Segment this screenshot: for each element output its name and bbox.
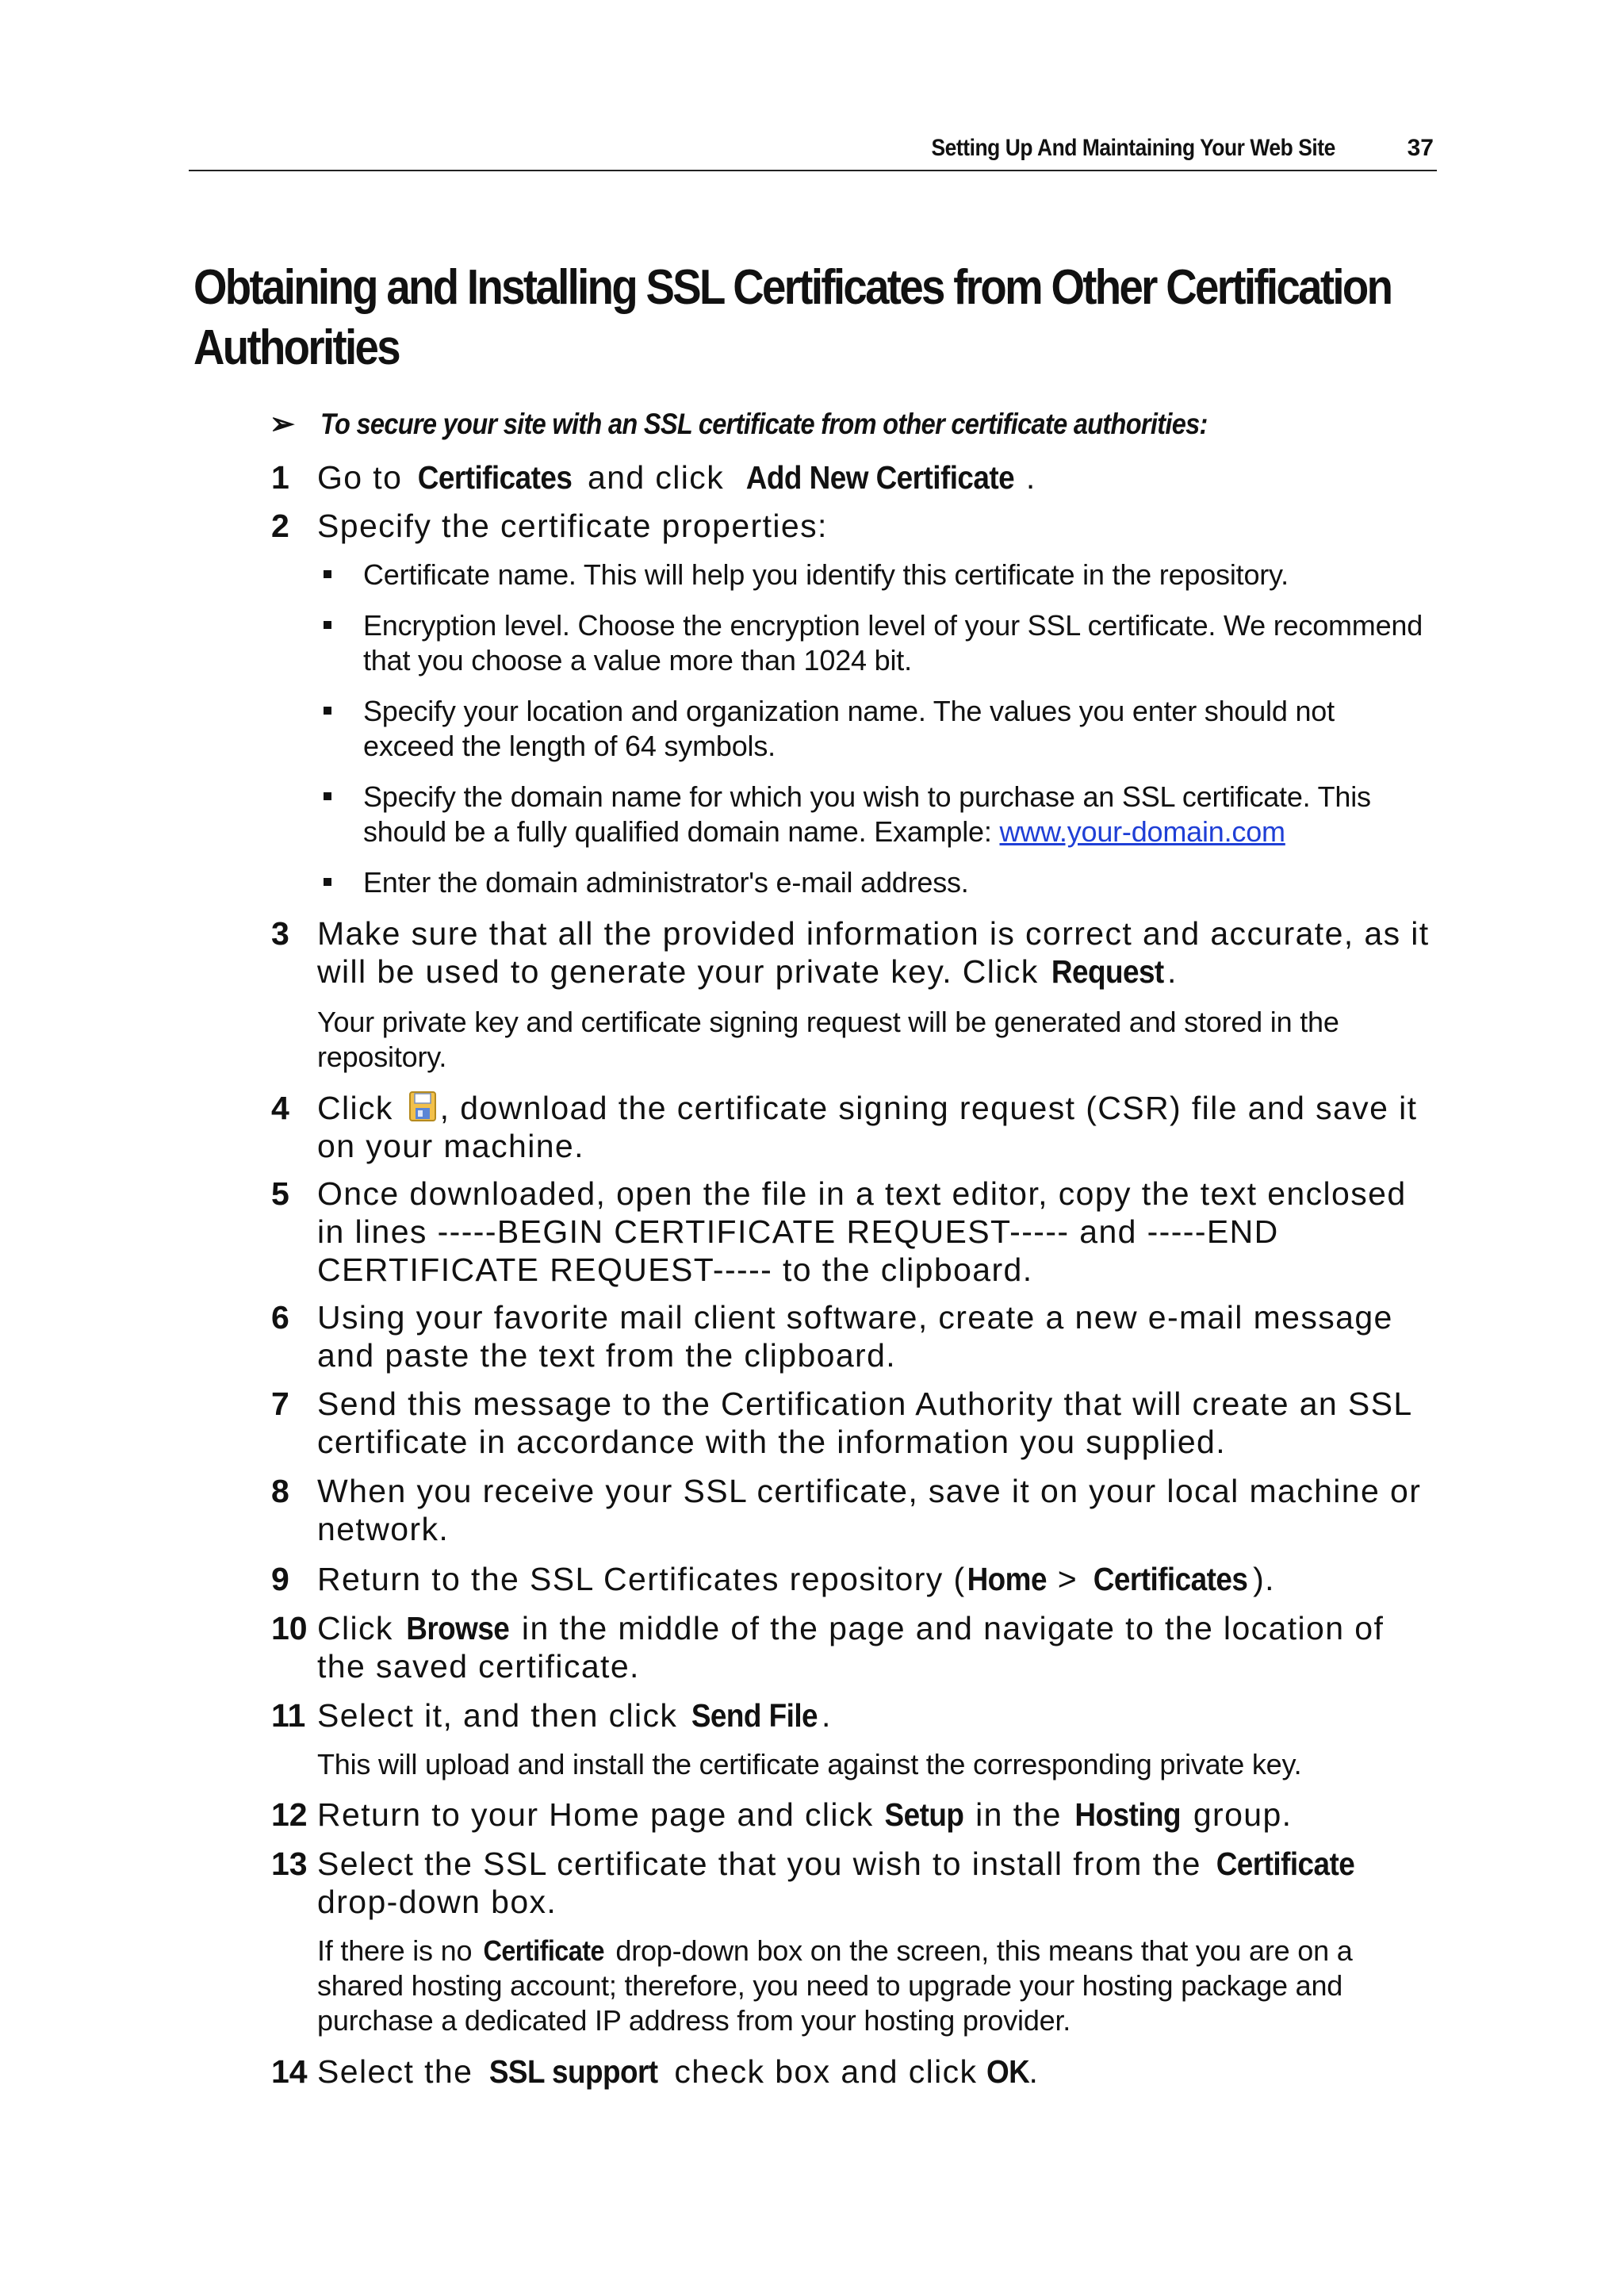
step-text: Specify the certificate properties: <box>317 508 828 544</box>
ui-term-ok: OK <box>986 2053 1030 2090</box>
step-14 <box>271 2053 1437 2091</box>
step-10 <box>271 1609 1437 1685</box>
step-7 <box>271 1385 1437 1461</box>
procedure-intro <box>270 406 1328 442</box>
list-item: Certificate name. This will help you identify this certificate in the repository. <box>317 558 1427 592</box>
step-text: Go to Certificates and click Add New Certificate . <box>317 459 1036 496</box>
step-text: Click Browse in the middle of the page and navigate to the location of the saved certificate. <box>317 1610 1385 1685</box>
certificate-properties-list <box>317 558 1427 900</box>
step-text: Click , download the certificate signing request (CSR) file and save it on your machine. <box>317 1090 1418 1164</box>
step-number: 14 <box>271 2053 308 2090</box>
section-title: Obtaining and Installing SSL Certificates from Other Certification Authorities <box>193 260 1392 375</box>
step-13 <box>271 1845 1437 1921</box>
step-text: Make sure that all the provided information is correct and accurate, as it will be used to generate your private key. Click Request. <box>317 915 1430 990</box>
step-6 <box>271 1298 1437 1374</box>
ui-term-hosting: Hosting <box>1074 1796 1181 1833</box>
step-text: Select the SSL certificate that you wish to install from the Certificate drop-down box. <box>317 1846 1354 1920</box>
step-text: Send this message to the Certification Authority that will create an SSL certificate in accordance with the information you supplied. <box>317 1386 1412 1460</box>
example-domain-link[interactable]: www.your-domain.com <box>999 815 1285 848</box>
step-text: Using your favorite mail client software, create a new e-mail message and paste the text from the clipboard. <box>317 1299 1393 1374</box>
step-text: Select the SSL support check box and click OK. <box>317 2053 1040 2090</box>
list-item: Enter the domain administrator's e-mail address. <box>317 865 1427 900</box>
step-3-note: Your private key and certificate signing request will be generated and stored in the repository. <box>317 1006 1339 1073</box>
step-number: 6 <box>271 1299 289 1336</box>
step-number: 12 <box>271 1796 308 1833</box>
step-number: 11 <box>271 1697 306 1734</box>
step-8 <box>271 1472 1437 1548</box>
ui-term-browse: Browse <box>405 1610 509 1646</box>
running-header-title: Setting Up And Maintaining Your Web Site <box>931 135 1335 161</box>
step-text: Once downloaded, open the file in a text editor, copy the text enclosed in lines -----BEGIN CERTIFICATE REQUEST----- and -----END CERTIFICATE REQUEST----- to the clipboard. <box>317 1175 1407 1288</box>
ui-term-certificates: Certificates <box>417 459 573 496</box>
list-item: Specify the domain name for which you wish to purchase an SSL certificate. This should be a fully qualified domain name. Example: www.your-domain.com <box>317 780 1427 849</box>
step-2 <box>271 507 1437 545</box>
ui-term-certificate: Certificate <box>1216 1846 1354 1882</box>
ui-term-certificates: Certificates <box>1093 1561 1248 1597</box>
ui-term-home: Home <box>967 1561 1047 1597</box>
step-text: Return to your Home page and click Setup in the Hosting group. <box>317 1796 1293 1833</box>
ui-term-send-file: Send File <box>691 1697 818 1734</box>
step-number: 1 <box>271 459 289 496</box>
step-13-note: If there is no Certificate drop-down box on the screen, this means that you are on a shared hosting account; therefore, you need to upgrade your hosting package and purchase a dedicated IP address from your hosting provider. <box>317 1934 1353 2037</box>
step-text: Return to the SSL Certificates repository (Home > Certificates ). <box>317 1561 1275 1597</box>
ui-term-ssl-support: SSL support <box>488 2053 658 2090</box>
page-number: 37 <box>1407 135 1434 161</box>
step-9 <box>271 1560 1437 1598</box>
save-csr-icon[interactable] <box>408 1091 437 1122</box>
step-number: 7 <box>271 1386 289 1422</box>
step-4 <box>271 1089 1437 1165</box>
step-12 <box>271 1796 1437 1834</box>
step-number: 10 <box>271 1610 308 1646</box>
arrow-bullet-icon: ➢ <box>270 408 295 441</box>
ui-term-setup: Setup <box>884 1796 964 1833</box>
step-number: 4 <box>271 1090 289 1126</box>
step-11-note: This will upload and install the certificate against the corresponding private key. <box>317 1748 1302 1780</box>
ui-term-request: Request <box>1051 953 1165 990</box>
step-3 <box>271 914 1437 991</box>
step-number: 9 <box>271 1561 289 1597</box>
step-5 <box>271 1175 1437 1289</box>
ui-term-certificate: Certificate <box>483 1934 605 1967</box>
step-number: 8 <box>271 1473 289 1509</box>
list-item: Specify your location and organization name. The values you enter should not exceed the length of 64 symbols. <box>317 694 1427 764</box>
list-item: Encryption level. Choose the encryption level of your SSL certificate. We recommend that you choose a value more than 1024 bit. <box>317 608 1427 678</box>
step-text: When you receive your SSL certificate, save it on your local machine or network. <box>317 1473 1422 1547</box>
step-number: 3 <box>271 915 289 952</box>
step-number: 2 <box>271 508 289 544</box>
step-number: 13 <box>271 1846 308 1882</box>
step-number: 5 <box>271 1175 289 1212</box>
ui-term-add-new-certificate: Add New Certificate <box>745 459 1015 496</box>
page-header <box>189 135 1437 171</box>
step-1 <box>271 458 1437 496</box>
procedure-intro-text: To secure your site with an SSL certificate from other certificate authorities: <box>320 408 1208 440</box>
step-text: Select it, and then click Send File . <box>317 1697 832 1734</box>
step-11 <box>271 1696 1437 1734</box>
